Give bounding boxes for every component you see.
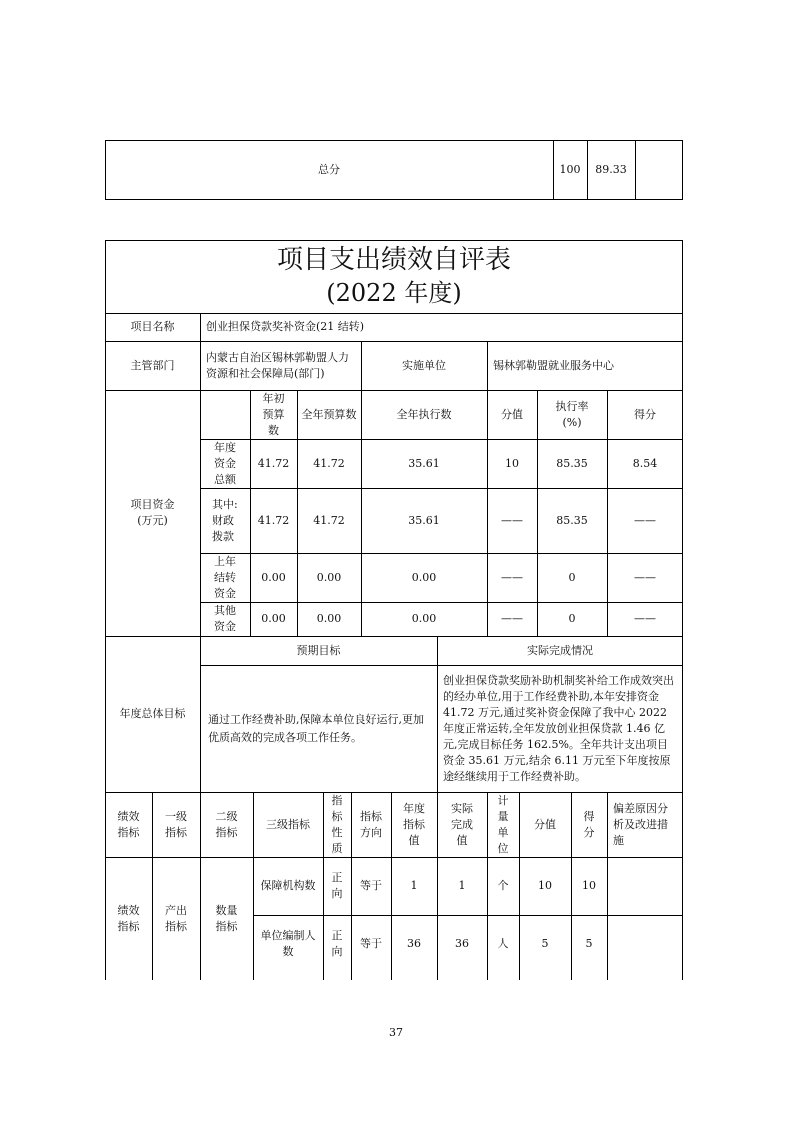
funds-cell-initial: 41.72	[257, 513, 290, 527]
funds-cell-rate: 0	[568, 612, 576, 625]
ind-direction: 等于	[360, 879, 382, 892]
project-name-value: 创业担保贷款奖补资金(21 结转)	[206, 320, 365, 333]
ind-target: 36	[407, 937, 421, 950]
impl-value: 锡林郭勒盟就业服务中心	[493, 358, 614, 372]
expected-header: 预期目标	[296, 643, 341, 657]
ind-nature: 正向	[331, 871, 343, 900]
funds-header-initial: 年初预算数	[262, 391, 285, 437]
funds-header-executed: 全年执行数	[396, 407, 452, 421]
funds-cell-rate: 0	[568, 570, 576, 584]
funds-cell-annual: 0.00	[316, 612, 342, 625]
total-max-score: 100	[559, 163, 581, 176]
ind-header-score: 得分	[583, 809, 595, 839]
ind-header-l2: 二级指标	[215, 809, 238, 839]
funds-cell-rate: 85.35	[556, 513, 588, 527]
ind-header-l3: 三级指标	[266, 817, 310, 831]
form-year: (2022 年度)	[326, 279, 462, 307]
dept-label: 主管部门	[130, 358, 175, 372]
funds-cell-executed: 35.61	[408, 456, 440, 470]
funds-cell-annual: 0.00	[316, 570, 342, 584]
funds-cell-initial: 0.00	[261, 612, 286, 625]
funds-header-score: 得分	[634, 407, 656, 421]
ind-header-direction: 指标方向	[360, 809, 382, 839]
ind-nature: 正向	[331, 929, 343, 958]
funds-cell-score: ——	[634, 612, 656, 625]
funds-cell-initial: 41.72	[257, 456, 290, 470]
funds-header-annual: 全年预算数	[301, 407, 357, 421]
project-name-label: 项目名称	[130, 320, 175, 333]
funds-cell-executed: 0.00	[411, 570, 437, 584]
goal-label: 年度总体目标	[119, 707, 186, 720]
ind-target: 1	[410, 879, 418, 892]
ind-direction: 等于	[360, 937, 382, 950]
actual-text: 创业担保贷款奖励补助机制奖补给工作成效突出的经办单位,用于工作经费补助,本年安排资金 41.72 万元,通过奖补资金保障了我中心 2022 年度正常运转,全年发放创业担保贷款 1.46 亿元,完成目标任务 162.5%。全年共计支出项目资金 35.61 万元,结余 6.11 万元至下年度按原途经继续用于工作经费补助。	[443, 673, 674, 783]
funds-cell-annual: 41.72	[313, 513, 345, 527]
funds-row-label: 其中:财政拨款	[212, 497, 238, 543]
ind-actual: 1	[458, 879, 466, 892]
ind-group-l1: 产出指标	[165, 903, 187, 933]
funds-cell-annual: 41.72	[313, 456, 345, 470]
ind-actual: 36	[455, 937, 469, 950]
ind-l3: 保障机构数	[260, 879, 316, 892]
ind-header-perf: 绩效指标	[117, 809, 140, 839]
ind-unit: 个	[497, 879, 509, 892]
funds-cell-score: 8.54	[632, 456, 658, 470]
actual-header: 实际完成情况	[527, 643, 593, 657]
funds-row-label: 上年结转资金	[214, 554, 236, 600]
ind-header-l1: 一级指标	[165, 809, 187, 839]
ind-group-l2: 数量指标	[215, 903, 238, 933]
ind-score: 10	[582, 879, 596, 892]
ind-weight: 10	[538, 879, 552, 892]
ind-header-reason: 偏差原因分析及改进措施	[613, 801, 668, 847]
ind-l3: 单位编制人数	[260, 929, 316, 958]
ind-weight: 5	[541, 937, 549, 950]
funds-header-weight: 分值	[501, 407, 523, 421]
funds-cell-score: ——	[634, 570, 656, 584]
funds-header-rate: 执行率(%)	[555, 399, 589, 429]
funds-cell-score: ——	[634, 513, 656, 527]
total-score: 89.33	[595, 163, 627, 176]
funds-cell-rate: 85.35	[556, 456, 588, 470]
page-number: 37	[389, 1026, 403, 1039]
ind-header-actual: 实际完成值	[451, 801, 473, 847]
funds-cell-weight: 10	[505, 456, 519, 470]
ind-header-target: 年度指标值	[403, 801, 425, 847]
funds-cell-weight: ——	[501, 612, 523, 625]
ind-header-weight: 分值	[534, 817, 556, 831]
ind-score: 5	[585, 937, 593, 950]
funds-row-label: 年度资金总额	[214, 440, 236, 486]
ind-header-nature: 指标性质	[331, 793, 343, 855]
ind-header-unit: 计量单位	[497, 793, 509, 855]
expected-text: 通过工作经费补助,保障本单位良好运行,更加优质高效的完成各项工作任务。	[208, 712, 424, 744]
form-title: 项目支出绩效自评表	[276, 245, 511, 275]
funds-cell-weight: ——	[501, 570, 523, 584]
ind-unit: 人	[497, 937, 509, 950]
ind-reason	[607, 857, 683, 915]
dept-value: 内蒙古自治区锡林郭勒盟人力资源和社会保障局(部门)	[206, 350, 349, 380]
funds-cell-executed: 35.61	[408, 513, 440, 527]
impl-label: 实施单位	[402, 358, 446, 372]
funds-label: 项目资金(万元)	[130, 498, 175, 527]
funds-row-label: 其他资金	[214, 604, 236, 633]
funds-cell-executed: 0.00	[411, 612, 437, 625]
funds-cell-weight: ——	[501, 513, 523, 527]
ind-reason	[607, 915, 683, 973]
total-score-label: 总分	[318, 163, 340, 176]
funds-cell-initial: 0.00	[261, 570, 286, 584]
ind-group-perf: 绩效指标	[117, 903, 140, 933]
